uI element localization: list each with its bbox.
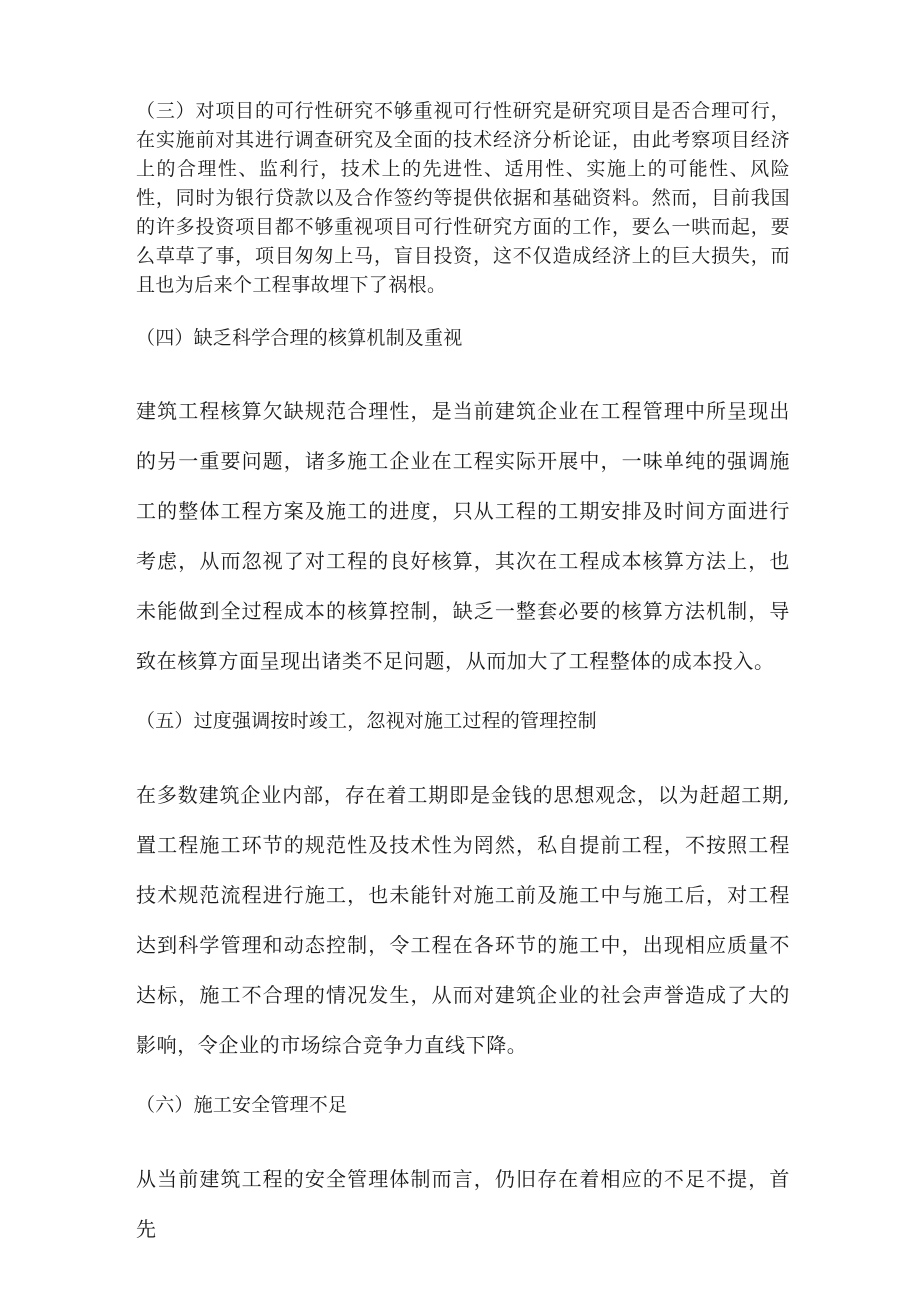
paragraph-section-5: 在多数建筑企业内部，存在着工期即是金钱的思想观念，以为赶超工期,置工程施工环节的规范性及技术性为罔然，私自提前工程，不按照工程技术规范流程进行施工，也未能针对施工前及施工中与施工后，对工程达到科学管理和动态控制，令工程在各环节的施工中，出现相应质量不达标，施工不合理的情况发生，从而对建筑企业的社会声誉造成了大的影响，令企业的市场综合竞争力直线下降。: [136, 783, 790, 1057]
heading-section-4: （四）缺乏科学合理的核算机制及重视: [136, 327, 463, 349]
paragraph-section-3: （三）对项目的可行性研究不够重视可行性研究是研究项目是否合理可行，在实施前对其进行调查研究及全面的技术经济分析论证，由此考察项目经济上的合理性、监利行，技术上的先进性、适用性、实施上的可能性、风险性，同时为银行贷款以及合作签约等提供依据和基础资料。然而，目前我国的许多投资项目都不够重视项目可行性研究方面的工作，要么一哄而起，要么草草了事，项目匆匆上马，盲目投资，这不仅造成经济上的巨大损失，而且也为后来个工程事故埋下了祸根。: [136, 100, 790, 296]
heading-section-6: （六）施工安全管理不足: [136, 1094, 348, 1116]
paragraph-section-4: 建筑工程核算欠缺规范合理性，是当前建筑企业在工程管理中所呈现出的另一重要问题，诸多施工企业在工程实际开展中，一味单纯的强调施工的整体工程方案及施工的进度，只从工程的工期安排及时间方面进行考虑，从而忽视了对工程的良好核算，其次在工程成本核算方法上，也未能做到全过程成本的核算控制，缺乏一整套必要的核算方法机制，导致在核算方面呈现出诸类不足问题，从而加大了工程整体的成本投入。: [136, 399, 790, 673]
heading-section-5: （五）过度强调按时竣工，忽视对施工过程的管理控制: [136, 710, 597, 732]
paragraph-section-6: 从当前建筑工程的安全管理体制而言，仍旧存在着相应的不足不提，首先: [136, 1167, 790, 1241]
